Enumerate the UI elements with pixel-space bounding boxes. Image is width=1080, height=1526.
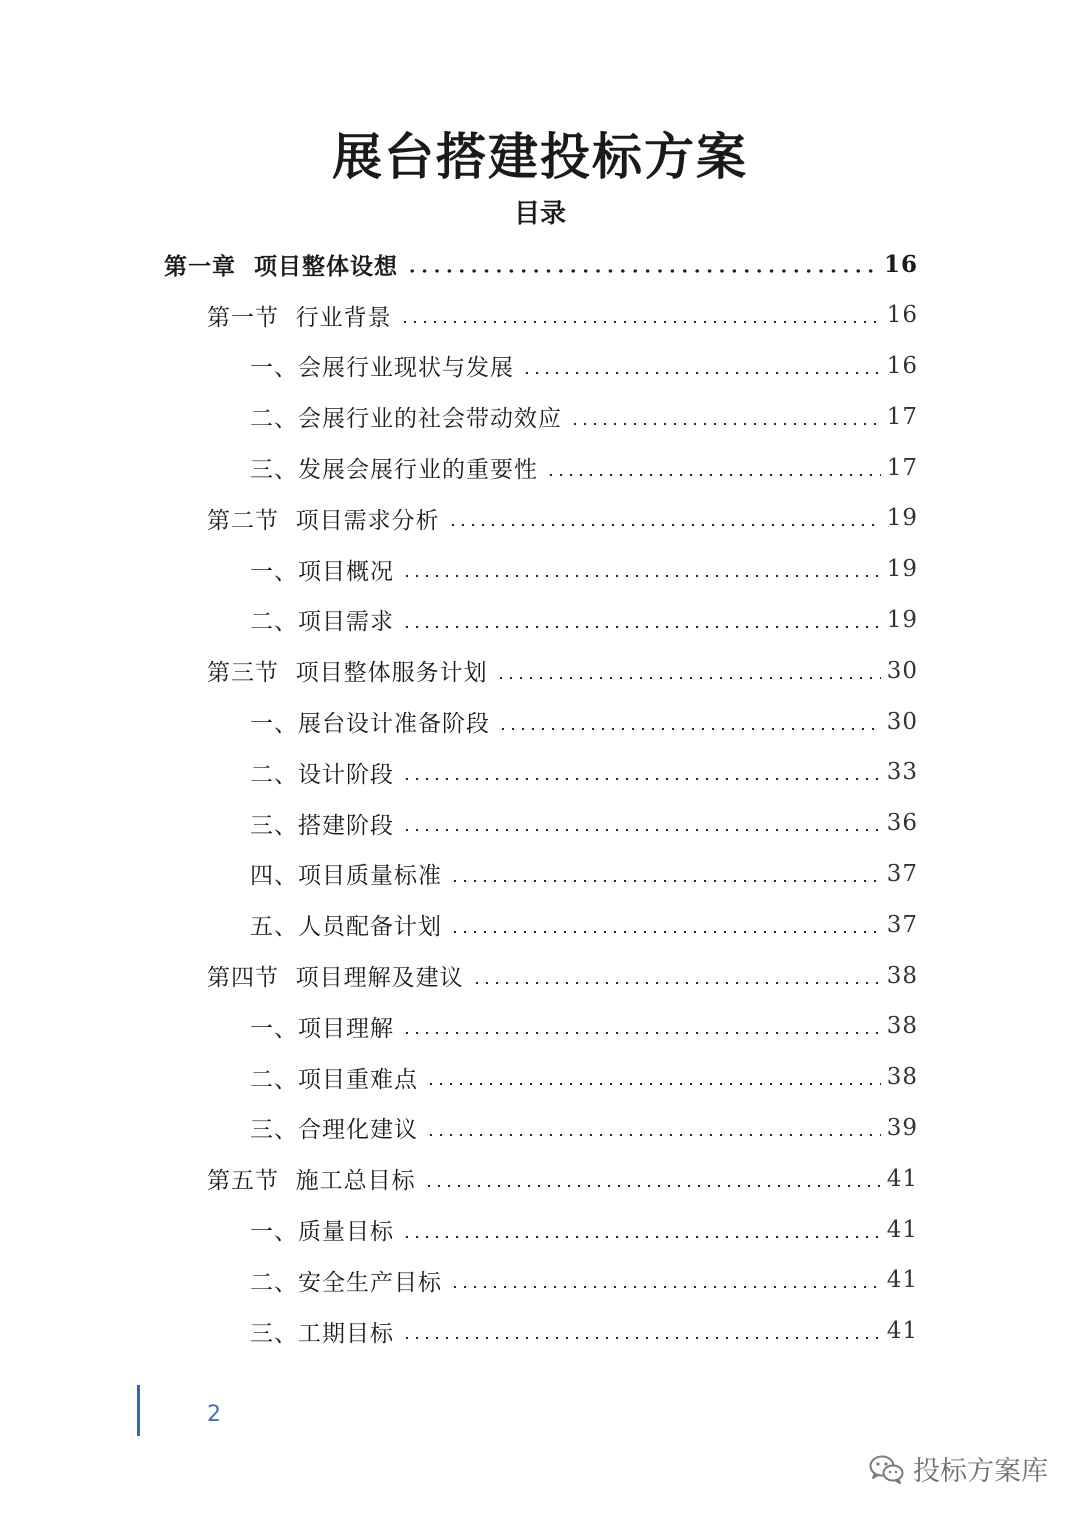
toc-entry-label: 二、会展行业的社会带动效应: [250, 406, 562, 433]
toc-dot-leader: [546, 474, 881, 476]
toc-entry[interactable]: [207, 950, 918, 1001]
toc-entry[interactable]: [250, 1103, 918, 1154]
toc-entry-label: 五、人员配备计划: [250, 914, 442, 941]
page-number: 2: [207, 1402, 221, 1427]
wechat-icon: [869, 1454, 905, 1484]
toc-entry-label: 一、展台设计准备阶段: [250, 711, 490, 738]
toc-dot-leader: [402, 1032, 881, 1034]
toc-entry-label: 第五节 施工总目标: [207, 1168, 416, 1195]
toc-dot-leader: [450, 931, 881, 933]
toc-dot-leader: [402, 1337, 881, 1339]
toc-entry-page-number: 30: [886, 708, 918, 735]
toc-entry-page-number: 41: [886, 1318, 918, 1345]
toc-dot-leader: [448, 524, 881, 526]
toc-entry[interactable]: [250, 1204, 918, 1255]
toc-dot-leader: [570, 423, 881, 425]
toc-dot-leader: [472, 982, 881, 984]
toc-entry-page-number: 39: [886, 1114, 918, 1141]
toc-entry-label: 二、项目重难点: [250, 1066, 418, 1093]
toc-entry-label: 第二节 项目需求分析: [207, 507, 440, 534]
toc-entry-label: 第一章 项目整体设想: [164, 252, 399, 280]
toc-entry[interactable]: [207, 290, 918, 341]
toc-dot-leader: [402, 829, 881, 831]
toc-entry-label: 三、发展会展行业的重要性: [250, 457, 538, 484]
toc-entry[interactable]: [207, 493, 918, 544]
toc-entry[interactable]: [250, 341, 918, 392]
toc-entry-page-number: 16: [886, 302, 918, 329]
toc-entry-page-number: 41: [886, 1165, 918, 1192]
watermark: [869, 1449, 1048, 1488]
toc-entry[interactable]: [250, 899, 918, 950]
toc-entry-label: 三、工期目标: [250, 1320, 394, 1347]
toc-entry-label: 一、项目概况: [250, 558, 394, 585]
toc-entry[interactable]: [250, 595, 918, 646]
toc-entry-page-number: 37: [886, 860, 918, 887]
toc-dot-leader: [424, 1185, 881, 1187]
document-title: 展台搭建投标方案: [332, 127, 748, 186]
toc-entry-page-number: 16: [883, 250, 918, 278]
toc-entry[interactable]: [250, 391, 918, 442]
toc-entry-label: 二、项目需求: [250, 609, 394, 636]
toc-dot-leader: [400, 321, 881, 323]
toc-entry-page-number: 17: [886, 454, 918, 481]
toc-entry-page-number: 33: [886, 759, 918, 786]
toc-entry[interactable]: [250, 798, 918, 849]
toc-entry[interactable]: [250, 1052, 918, 1103]
toc-heading: 目录: [513, 199, 566, 229]
toc-entry-page-number: 36: [886, 810, 918, 837]
toc-entry-label: 一、项目理解: [250, 1015, 394, 1042]
toc-entry[interactable]: [250, 849, 918, 900]
toc-entry-page-number: 41: [886, 1216, 918, 1243]
toc-entry-page-number: 19: [886, 606, 918, 633]
toc-entry-label: 三、搭建阶段: [250, 812, 394, 839]
toc-entry-page-number: 17: [886, 403, 918, 430]
toc-entry[interactable]: [250, 544, 918, 595]
toc-dot-leader: [402, 575, 881, 577]
toc-entry-label: 第一节 行业背景: [207, 304, 392, 331]
toc-dot-leader: [402, 626, 881, 628]
toc-dot-leader: [450, 1286, 881, 1288]
footer-accent-bar: [137, 1385, 140, 1436]
toc-entry-page-number: 38: [886, 1013, 918, 1040]
watermark-text: 投标方案库: [913, 1456, 1048, 1487]
toc-entry-label: 二、设计阶段: [250, 761, 394, 788]
toc-entry[interactable]: [250, 747, 918, 798]
toc-entry-page-number: 38: [886, 1064, 918, 1091]
toc-entry-label: 第三节 项目整体服务计划: [207, 660, 488, 687]
toc-entry-label: 第四节 项目理解及建议: [207, 965, 464, 992]
toc-dot-leader: [406, 269, 878, 273]
toc-entry[interactable]: [207, 645, 918, 696]
toc-dot-leader: [426, 1134, 881, 1136]
toc-entry[interactable]: [164, 239, 918, 290]
toc-entry-label: 一、质量目标: [250, 1219, 394, 1246]
toc-entry[interactable]: [250, 696, 918, 747]
toc-dot-leader: [426, 1083, 881, 1085]
toc-entry[interactable]: [207, 1153, 918, 1204]
toc-dot-leader: [496, 677, 881, 679]
toc-dot-leader: [522, 372, 881, 374]
toc-entry-page-number: 19: [886, 505, 918, 532]
toc-entry[interactable]: [250, 1306, 918, 1357]
toc-entry-page-number: 19: [886, 556, 918, 583]
toc-entry-label: 一、会展行业现状与发展: [250, 355, 514, 382]
toc-entry-page-number: 41: [886, 1267, 918, 1294]
toc-entry[interactable]: [250, 442, 918, 493]
toc-dot-leader: [402, 1236, 881, 1238]
toc-dot-leader: [498, 728, 881, 730]
toc-entry-page-number: 16: [886, 352, 918, 379]
toc-entry[interactable]: [250, 1255, 918, 1306]
toc-entry-label: 四、项目质量标准: [250, 863, 442, 890]
toc-dot-leader: [450, 880, 881, 882]
toc-entry[interactable]: [250, 1001, 918, 1052]
toc-dot-leader: [402, 778, 881, 780]
toc-entry-label: 二、安全生产目标: [250, 1269, 442, 1296]
toc-entry-page-number: 37: [886, 911, 918, 938]
toc-entry-label: 三、合理化建议: [250, 1117, 418, 1144]
toc-entry-page-number: 30: [886, 657, 918, 684]
toc-entry-page-number: 38: [886, 962, 918, 989]
